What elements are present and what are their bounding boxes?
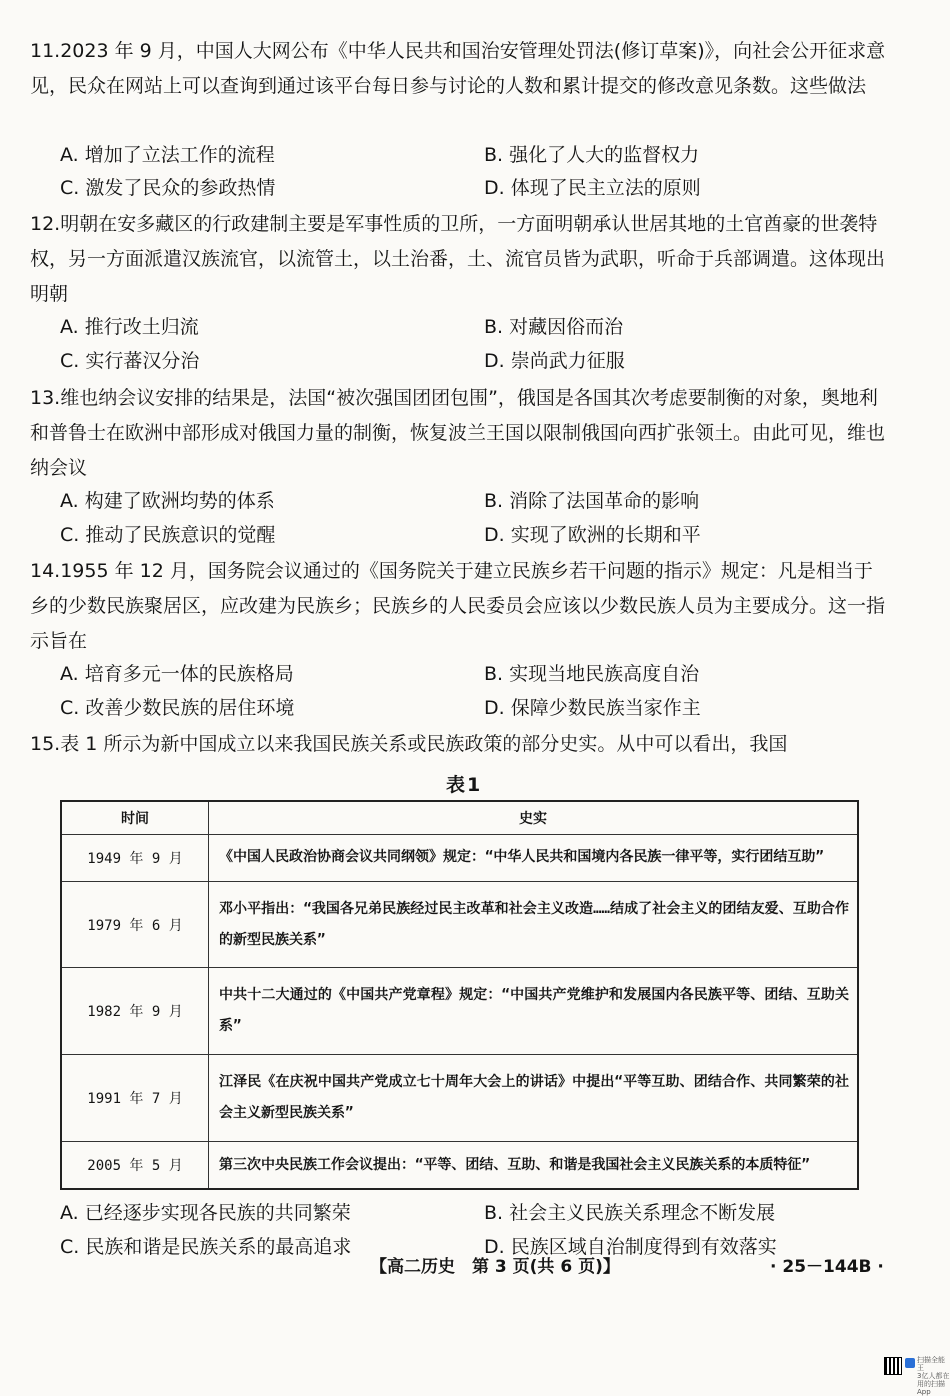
question-14 xyxy=(30,554,890,659)
option-d: D. 崇尚武力征服 xyxy=(484,350,625,372)
question-stem: 1955 年 12 月，国务院会议通过的《国务院关于建立民族乡若干问题的指示》规定：凡是相当于乡的少数民族聚居区，应改建为民族乡；民族乡的人民委员会应该以少数民族人员为主要成分。这一指示旨在 xyxy=(30,560,886,652)
option-b: B. 对藏因俗而治 xyxy=(484,316,624,338)
row-fact: 江泽民《在庆祝中国共产党成立七十周年大会上的讲话》中提出“平等互助、团结合作、共同繁荣的社会主义新型民族关系” xyxy=(209,1055,859,1142)
watermark-line2: 3亿人都在用的扫描App xyxy=(917,1372,950,1396)
history-table xyxy=(60,800,859,1190)
table-row xyxy=(61,1142,858,1189)
option-a: A. 构建了欧洲均势的体系 xyxy=(60,490,275,512)
table-caption: 表1 xyxy=(446,774,483,796)
column-header-fact: 史实 xyxy=(209,801,859,835)
question-number: 13. xyxy=(30,387,61,409)
option-c: C. 民族和谐是民族关系的最高追求 xyxy=(60,1236,352,1258)
option-d: D. 体现了民主立法的原则 xyxy=(484,177,701,199)
column-header-date: 时间 xyxy=(61,801,209,835)
option-d: D. 实现了欧洲的长期和平 xyxy=(484,524,701,546)
qr-code-icon xyxy=(884,1357,902,1375)
row-date: 1991 年 7 月 xyxy=(61,1055,209,1142)
row-fact: 邓小平指出：“我国各兄弟民族经过民主改革和社会主义改造……结成了社会主义的团结友爱、互助合作的新型民族关系” xyxy=(209,881,859,968)
option-a: A. 增加了立法工作的流程 xyxy=(60,144,275,166)
row-date: 1949 年 9 月 xyxy=(61,835,209,882)
option-c: C. 实行蕃汉分治 xyxy=(60,350,200,372)
option-b: B. 消除了法国革命的影响 xyxy=(484,490,700,512)
question-12 xyxy=(30,207,890,312)
option-a: A. 已经逐步实现各民族的共同繁荣 xyxy=(60,1202,351,1224)
row-fact: 第三次中央民族工作会议提出：“平等、团结、互助、和谐是我国社会主义民族关系的本质特征” xyxy=(209,1142,859,1189)
question-stem: 明朝在安多藏区的行政建制主要是军事性质的卫所，一方面明朝承认世居其地的土官酋豪的世袭特权，另一方面派遣汉族流官，以流管土，以土治番，土、流官员皆为武职，听命于兵部调遣。这体现出明朝 xyxy=(30,213,886,305)
table-header-row xyxy=(61,801,858,835)
row-date: 1979 年 6 月 xyxy=(61,881,209,968)
option-c: C. 改善少数民族的居住环境 xyxy=(60,697,295,719)
question-number: 15. xyxy=(30,733,61,755)
scanner-watermark xyxy=(917,1356,950,1396)
question-number: 12. xyxy=(30,213,61,235)
question-11 xyxy=(30,34,890,104)
option-d: D. 保障少数民族当家作主 xyxy=(484,697,701,719)
question-number: 11. xyxy=(30,40,61,62)
table-row xyxy=(61,835,858,882)
question-stem: 维也纳会议安排的结果是，法国“被次强国团团包围”，俄国是各国其次考虑要制衡的对象，奥地利和普鲁士在欧洲中部形成对俄国力量的制衡，恢复波兰王国以限制俄国向西扩张领土。由此可见，维也纳会议 xyxy=(30,387,886,479)
row-date: 2005 年 5 月 xyxy=(61,1142,209,1189)
question-15 xyxy=(30,727,890,762)
table-row xyxy=(61,1055,858,1142)
question-stem: 表 1 所示为新中国成立以来我国民族关系或民族政策的部分史实。从中可以看出，我国 xyxy=(60,733,788,755)
row-date: 1982 年 9 月 xyxy=(61,968,209,1055)
page-footer: 【高二历史 第 3 页(共 6 页)】 xyxy=(370,1257,620,1277)
row-fact: 中共十二大通过的《中国共产党章程》规定：“中国共产党维护和发展国内各民族平等、团结、互助关系” xyxy=(209,968,859,1055)
question-stem: 2023 年 9 月，中国人大网公布《中华人民共和国治安管理处罚法(修订草案)》，向社会公开征求意见，民众在网站上可以查询到通过该平台每日参与讨论的人数和累计提交的修改意见条数。这些做法 xyxy=(30,40,886,97)
table-row xyxy=(61,881,858,968)
option-c: C. 激发了民众的参政热情 xyxy=(60,177,276,199)
table-row xyxy=(61,968,858,1055)
option-a: A. 推行改土归流 xyxy=(60,316,199,338)
question-number: 14. xyxy=(30,560,61,582)
scanner-logo-icon xyxy=(905,1358,915,1368)
paper-code: · 25－144B · xyxy=(770,1257,884,1277)
option-b: B. 社会主义民族关系理念不断发展 xyxy=(484,1202,776,1224)
option-c: C. 推动了民族意识的觉醒 xyxy=(60,524,276,546)
option-d: D. 民族区域自治制度得到有效落实 xyxy=(484,1236,777,1258)
question-13 xyxy=(30,381,890,486)
option-a: A. 培育多元一体的民族格局 xyxy=(60,663,294,685)
option-b: B. 实现当地民族高度自治 xyxy=(484,663,700,685)
watermark-line1: 扫描全能王 xyxy=(917,1356,945,1372)
option-b: B. 强化了人大的监督权力 xyxy=(484,144,700,166)
row-fact: 《中国人民政治协商会议共同纲领》规定：“中华人民共和国境内各民族一律平等，实行团结互助” xyxy=(209,835,859,882)
